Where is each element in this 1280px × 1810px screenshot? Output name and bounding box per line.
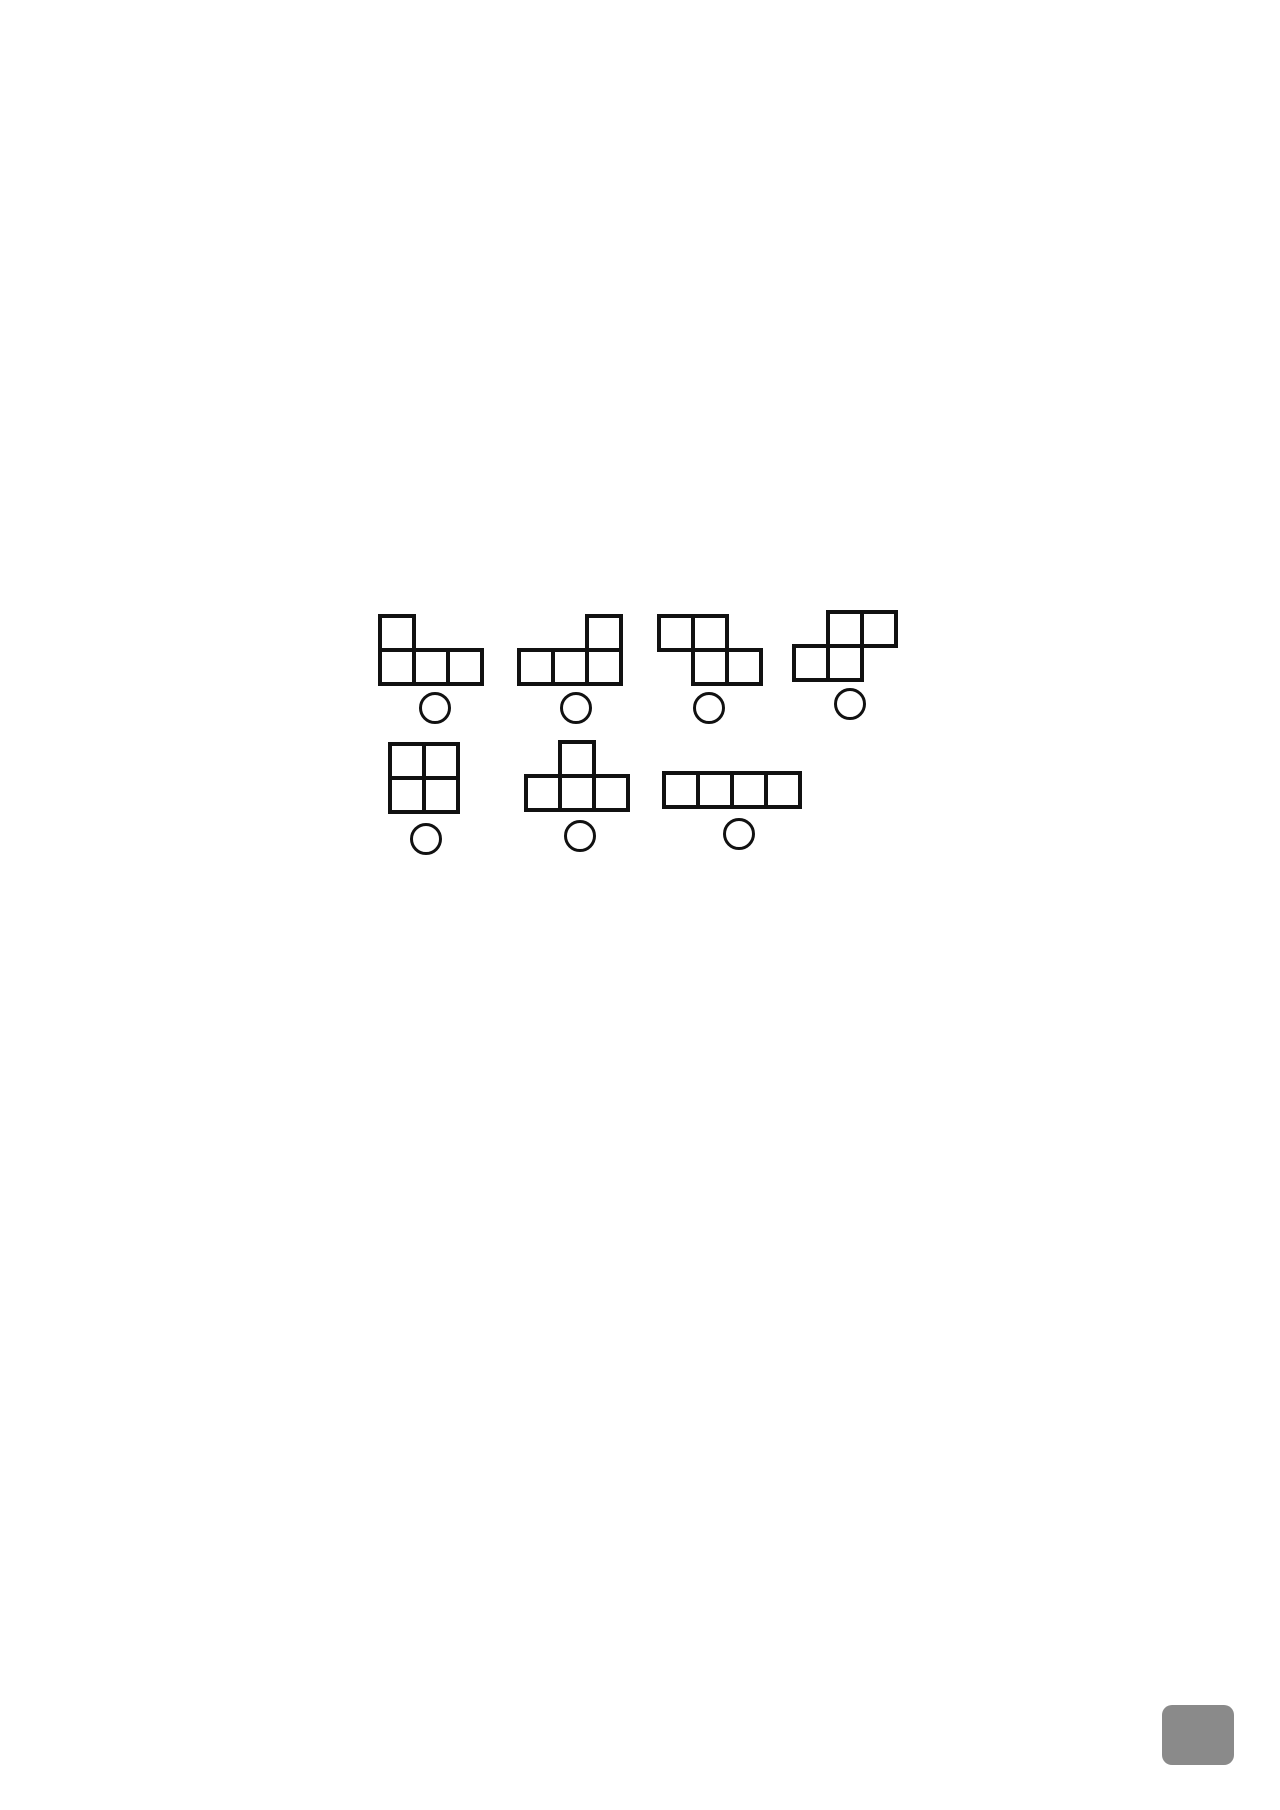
q28-shape-4	[794, 612, 896, 680]
q28-shape-1	[380, 616, 482, 684]
q28-shape-7	[664, 773, 800, 807]
q28-shape-label-6	[564, 820, 596, 852]
q28-shape-label-4	[834, 688, 866, 720]
q27-figures	[0, 0, 1280, 420]
q28-shape-6	[526, 742, 628, 810]
q28-shape-label-7	[723, 818, 755, 850]
q28-shape-label-5	[410, 823, 442, 855]
q27-option-figures	[0, 360, 1280, 480]
q29-text	[152, 958, 1142, 992]
q28-shape-5	[390, 744, 458, 812]
q28-shape-2	[519, 616, 621, 684]
q28-shape-3	[659, 616, 761, 684]
q30-text	[152, 1092, 1142, 1126]
q28-shape-label-2	[560, 692, 592, 724]
page-number-badge	[1162, 1705, 1234, 1765]
q28-shape-label-1	[419, 692, 451, 724]
q28-shape-label-3	[693, 692, 725, 724]
q28-shapes	[0, 600, 1280, 860]
